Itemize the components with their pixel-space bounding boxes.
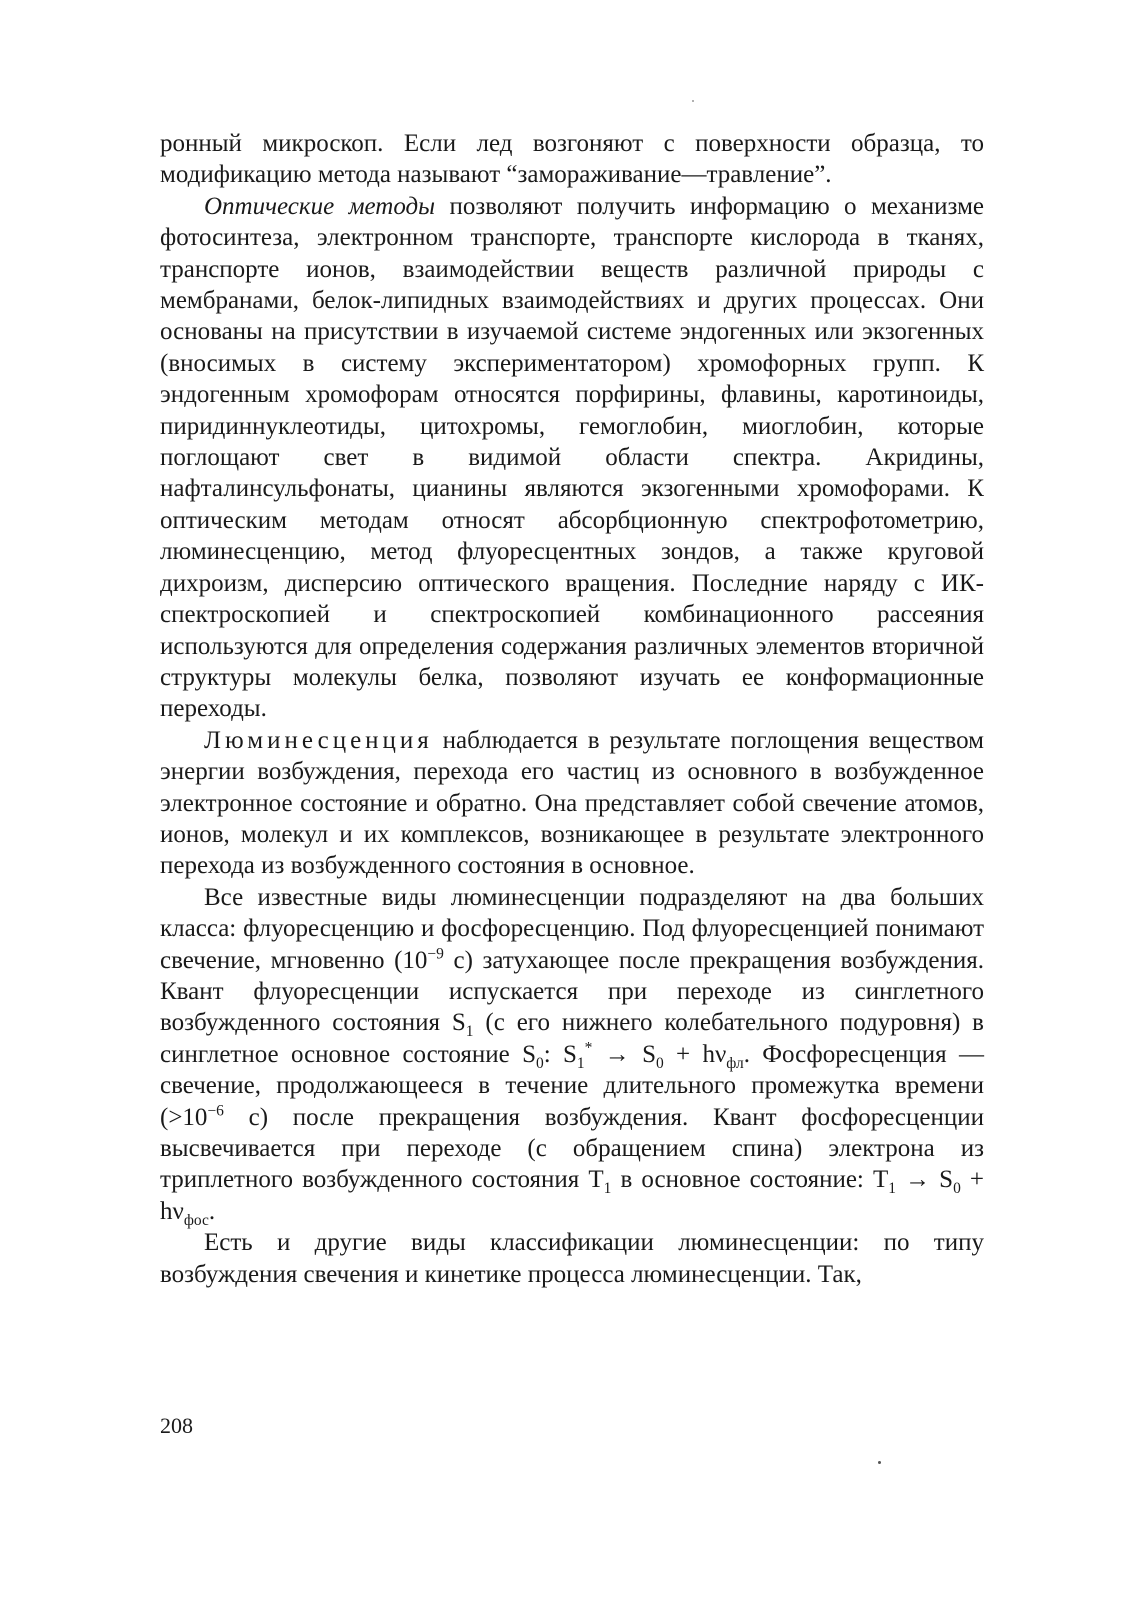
- p4-text-7: . Фосфоресценция — свечение, продолжающееся в течение длительного промежутка времени (>10: [160, 1040, 985, 1131]
- body-text: [160, 128, 984, 1290]
- paragraph-classification: [160, 1227, 984, 1290]
- p4-text-6: + hν: [663, 1040, 727, 1068]
- p4-subscript-t1-b: 1: [888, 1180, 896, 1198]
- page-number: 208: [160, 1413, 193, 1438]
- term-luminescence: Люминесценция: [204, 726, 433, 754]
- p4-text-11: + hν: [160, 1166, 984, 1225]
- p4-subscript-s0-c: 0: [953, 1180, 961, 1198]
- p4-text-5: → S: [592, 1040, 656, 1068]
- p4-subscript-s0-b: 0: [655, 1054, 664, 1072]
- paragraph-optical-methods: [160, 191, 984, 725]
- paragraph-luminescence: [160, 725, 984, 882]
- paragraph-1-text: ронный микроскоп. Если лед возгоняют с поверхности образца, то модификацию метода называют “замораживание—травление”.: [160, 130, 984, 189]
- p4-subscript-fl: фл: [726, 1054, 744, 1072]
- scan-speck: [878, 1461, 881, 1464]
- paragraph-3-text: наблюдается в результате поглощения веществом энергии возбуждения, перехода его частиц из основного в возбужденное электронное состояние и обратно. Она представляет собой свечение атомов, ионов, молекул и их комплексов, возникающее в результате электронного перехода из возбужденного состояния в основное.: [160, 726, 984, 880]
- p4-subscript-s0: 0: [535, 1054, 544, 1072]
- p4-text-2: с) затухающее после прекращения возбуждения. Квант флуоресценции испускается при переходе из синглетного возбужденного состояния S: [160, 946, 984, 1037]
- p4-text-1: Все известные виды люминесценции подразделяют на два больших класса: флуоресценцию и фосфоресценцию. Под флуоресценцией понимают свечение, мгновенно (10: [160, 883, 984, 974]
- paragraph-fluorescence-phosphorescence: [160, 882, 984, 1227]
- p4-subscript-s1: 1: [465, 1023, 474, 1041]
- term-optical-methods: Оптические методы: [204, 192, 436, 220]
- p4-star: *: [584, 1039, 593, 1057]
- p4-text-4: : S: [543, 1040, 577, 1068]
- p4-exponent-1: −9: [427, 945, 444, 963]
- paragraph-2-text: позволяют получить информацию о механизме фотосинтеза, электронном транспорте, транспорте кислорода в тканях, транспорте ионов, взаимодействии веществ различной природы с мембранами, белок-липидных взаимодействиях и других процессах. Они основаны на присутствии в изучаемой системе эндогенных или экзогенных (вносимых в систему экспериментатором) хромофорных групп. К эндогенным хромофорам относятся порфирины, флавины, каротиноиды, пиридиннуклеотиды, цитохромы, гемоглобин, миоглобин, которые поглощают свет в видимой области спектра. Акридины, нафталинсульфонаты, цианины являются экзогенными хромофорами. К оптическим методам относят абсорбционную спектрофотометрию, люминесценцию, метод флуоресцентных зондов, а также круговой дихроизм, дисперсию оптического вращения. Последние наряду с ИК-спектроскопией и спектроскопией комбинационного рассеяния используются для определения содержания различных элементов вторичной структуры молекулы белка, позволяют изучать ее конформационные переходы.: [160, 192, 984, 723]
- p4-subscript-s1-excited: 1: [576, 1054, 585, 1072]
- p4-text-9: в основное состояние: T: [611, 1166, 889, 1194]
- p4-exponent-2: −6: [207, 1102, 224, 1120]
- p4-subscript-fos: фос: [183, 1211, 209, 1229]
- scan-speck: [692, 100, 694, 102]
- paragraph-1: [160, 128, 984, 191]
- p4-text-10: → S: [895, 1166, 954, 1194]
- p4-text-8: с) после прекращения возбуждения. Квант фосфоресценции высвечивается при переходе (с обращением спина) электрона из триплетного возбужденного состояния T: [160, 1103, 984, 1194]
- p4-subscript-t1: 1: [603, 1180, 612, 1198]
- p4-text-3: (с его нижнего колебательного подуровня) в синглетное основное состояние S: [160, 1009, 984, 1068]
- p4-text-12: .: [208, 1197, 216, 1225]
- paragraph-5-text: Есть и другие виды классификации люминесценции: по типу возбуждения свечения и кинетике процесса люминесценции. Так,: [160, 1229, 984, 1288]
